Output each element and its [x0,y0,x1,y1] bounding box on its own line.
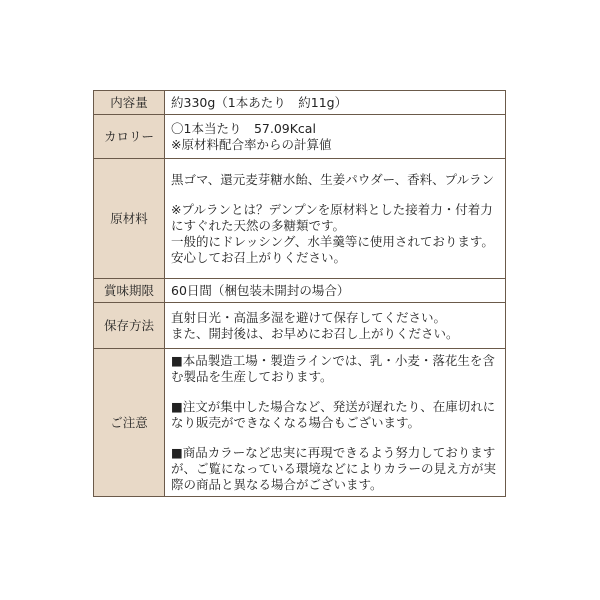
row-ingredients [94,159,506,279]
notes-value [165,349,506,497]
calories-value [165,115,506,159]
row-calories [94,115,506,159]
pullulan-usage: 一般的にドレッシング、水羊羹等に使用されております。安心してお召上がりください。 [171,233,494,265]
volume-label: 内容量 [94,91,165,115]
row-shelf-life [94,279,506,303]
shelf-life-label: 賞味期限 [94,279,165,303]
note-shipping: ■注文が集中した場合など、発送が遅れたり、在庫切れになり販売ができなくなる場合もございます。 [171,398,496,430]
ingredients-label: 原材料 [94,159,165,279]
storage-value [165,303,506,349]
volume-value: 約330g（1本あたり 約11g） [165,91,506,115]
calories-label: カロリー [94,115,165,159]
ingredients-value [165,159,506,279]
row-storage [94,303,506,349]
ingredients-list: 黒ゴマ、還元麦芽糖水飴、生姜パウダー、香料、プルラン [171,171,495,187]
row-volume [94,91,506,115]
calories-note: ※原材料配合率からの計算値 [171,136,332,152]
row-notes [94,349,506,497]
note-color: ■商品カラーなど忠実に再現できるよう努力しておりますが、ご覧になっている環境などによりカラーの見え方が実際の商品と異なる場合がございます。 [171,444,497,492]
storage-line-2: また、開封後は、お早めにお召し上がりください。 [171,325,459,341]
product-spec-table [93,90,506,497]
note-allergen: ■本品製造工場・製造ラインでは、乳・小麦・落花生を含む製品を生産しております。 [171,352,495,384]
calories-per-stick: 〇1本当たり 57.09Kcal [171,120,316,136]
shelf-life-value: 60日間（梱包装未開封の場合） [165,279,506,303]
notes-label: ご注意 [94,349,165,497]
pullulan-description: ※プルランとは？デンプンを原材料とした接着力・付着力にすぐれた天然の多糖類です。 [171,201,493,233]
storage-label: 保存方法 [94,303,165,349]
storage-line-1: 直射日光・高温多湿を避けて保存してください。 [171,309,447,325]
